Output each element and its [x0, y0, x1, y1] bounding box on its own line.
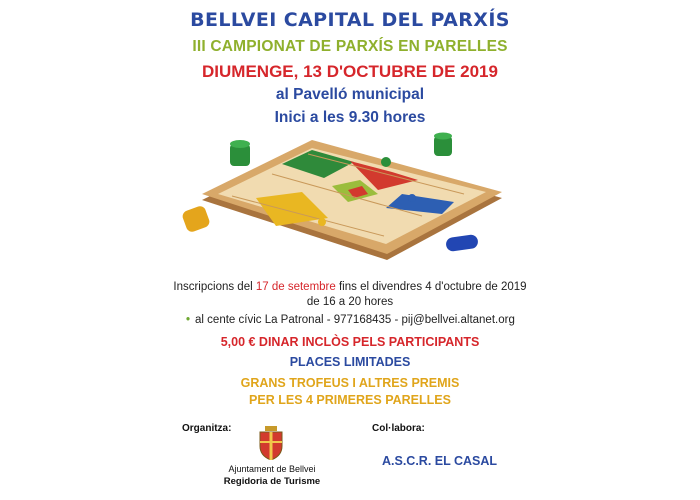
parxis-board-illustration — [172, 128, 528, 268]
parxis-board-image — [172, 128, 528, 268]
registration-middle: fins el — [335, 281, 373, 293]
green-cup — [230, 140, 250, 166]
registration-dates — [172, 281, 528, 293]
price-info: 5,00 € DINAR INCLÒS PELS PARTICIPANTS — [220, 335, 480, 349]
organiser-department: Regidoria de Turisme — [223, 476, 321, 487]
bellvei-crest-icon — [257, 426, 285, 460]
poster-subtitle: III CAMPIONAT DE PARXÍS EN PARELLES — [192, 38, 508, 55]
registration-intro: Inscripcions del — [173, 281, 256, 293]
prizes-line-1: GRANS TROFEUS I ALTRES PREMIS — [240, 376, 460, 390]
event-date: DIUMENGE, 13 D'OCTUBRE DE 2019 — [202, 62, 498, 81]
registration-hours: de 16 a 20 hores — [306, 296, 394, 308]
registration-location — [186, 314, 515, 326]
event-start-time: Inici a les 9.30 hores — [274, 109, 426, 126]
blue-cup — [445, 234, 479, 252]
registration-from: 17 de setembre — [255, 281, 336, 293]
poster-title: BELLVEI CAPITAL DEL PARXÍS — [190, 9, 510, 31]
organiser-label: Organitza: — [182, 423, 232, 434]
registration-to: divendres 4 d'octubre de 2019 — [372, 281, 527, 293]
yellow-cup — [181, 205, 211, 234]
prizes-line-2: PER LES 4 PRIMERES PARELLES — [249, 393, 451, 407]
green-cup-2 — [434, 133, 452, 157]
registration-location-text: al cente cívic La Patronal - 977168435 - pij@bellvei.altanet.org — [195, 314, 515, 326]
collaborator-name: A.S.C.R. EL CASAL — [382, 454, 498, 468]
collaborator-label: Col·labora: — [372, 423, 425, 434]
bullet-icon: • — [186, 314, 191, 326]
event-venue: al Pavelló municipal — [275, 86, 425, 103]
poster — [172, 0, 528, 500]
organiser-name: Ajuntament de Bellvei — [228, 464, 316, 474]
places-limited: PLACES LIMITADES — [289, 355, 411, 369]
